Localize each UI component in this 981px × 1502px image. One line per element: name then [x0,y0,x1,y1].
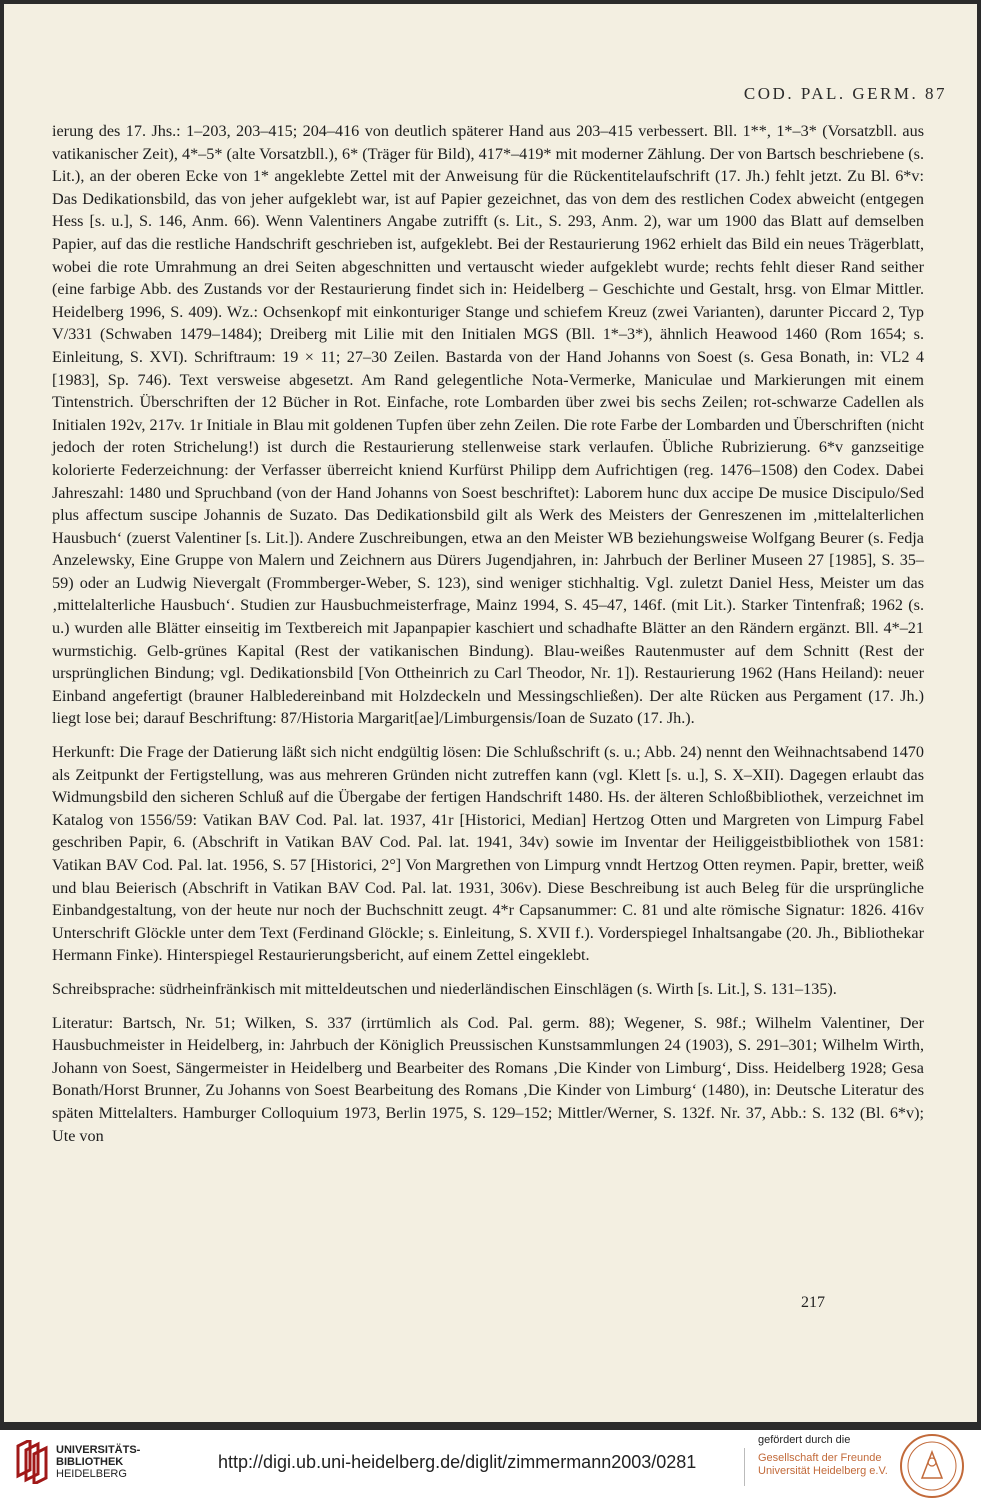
library-name [56,1444,140,1480]
sponsor-name-line1: Gesellschaft der Freunde [758,1452,882,1464]
digital-copy-link[interactable]: http://digi.ub.uni-heidelberg.de/diglit/zimmermann2003/0281 [218,1452,697,1472]
document-page [4,4,977,1422]
library-name-line2: BIBLIOTHEK [56,1456,124,1468]
sponsor-name [758,1452,888,1478]
paragraph-description: ierung des 17. Jhs.: 1–203, 203–415; 204–416 von deutlich späterer Hand aus 203–415 verbessert. Bll. 1**, 1*–3* (Vorsatzbll. aus vatikanischer Zeit), 4*–5* (alte Vorsatzbll.), 6* (Träger für Bild), 417*–419* mit moderner Zählung. Der von Bartsch beschriebene (s. Lit.), an der oberen Ecke von 1* angeklebte Zettel mit der Anweisung für die Rückentitelaufschrift (17. Jh.) fehlt jetzt. Zu Bl. 6*v: Das Dedikationsbild, das von jeher aufgeklebt war, ist auf Papier gezeichnet, das von dem des restlichen Codex abweicht (entgegen Hess [s. u.], S. 146, Anm. 66). Wenn Valentiners Angabe zutrifft (s. Lit., S. 293, Anm. 2), war um 1900 das Blatt auf demselben Papier, auf das die restliche Handschrift geschrieben ist, aufgeklebt. Bei der Restaurierung 1962 erhielt das Bild ein neues Trägerblatt, wobei die rote Umrahmung an drei Seiten abgeschnitten und vertauscht wieder aufgeklebt wurde; rechts fehlt dieser Rand seither (eine farbige Abb. des Zustands vor der Restaurierung findet sich in: Heidelberg – Geschichte und Gestalt, hrsg. von Elmar Mittler. Heidelberg 1996, S. 409). Wz.: Ochsenkopf mit einkonturiger Stange und schiefem Kreuz (zwei Varianten), darunter Piccard 2, Typ V/331 (Schwaben 1479–1484); Dreiberg mit Lilie mit den Initialen MGS (Bll. 1*–3*), ähnlich Heawood 1460 (Rom 1654; s. Einleitung, S. XVI). Schriftraum: 19 × 11; 27–30 Zeilen. Bastarda von der Hand Johanns von Soest (s. Gesa Bonath, in: VL2 4 [1983], Sp. 746). Text versweise abgesetzt. Am Rand gelegentliche Nota-Vermerke, Maniculae und Markierungen mit einem Tintenstrich. Überschriften der 12 Bücher in Rot. Einfache, rote Lombarden über zwei bis sechs Zeilen; rot-schwarze Cadellen als Initialen 192v, 217v. 1r Initiale in Blau mit goldenen Tupfen über zehn Zeilen. Die rote Farbe der Lombarden und Überschriften (nicht jedoch der roten Strichelung!) ist durch die Restaurierung stellenweise stark verlaufen. Übliche Rubrizierung. 6*v ganzseitige kolorierte Federzeichnung: der Verfasser überreicht kniend Kurfürst Philipp dem Aufrichtigen (reg. 1476–1508) den Codex. Dabei Jahreszahl: 1480 und Spruchband (von der Hand Johanns von Soest beschriftet): Laborem hunc dux accipe De musice Discipulo/Sed plus affectum suscipe Johannis de Suzato. Das Dedikationsbild gilt als Werk des Meisters der Genreszenen im ‚mittelalterlichen Hausbuch‘ (zuerst Valentiner [s. Lit.]). Andere Zuschreibungen, etwa an den Meister WB beziehungsweise Wolfgang Beurer (s. Fedja Anzelewsky, Eine Gruppe von Malern und Zeichnern aus Dürers Jugendjahren, in: Jahrbuch der Berliner Museen 27 [1985], S. 35–59) oder an Ludwig Nievergalt (Frommberger-Weber, S. 123), sind weniger stichhaltig. Vgl. zuletzt Daniel Hess, Meister um das ‚mittelalterliche Hausbuch‘. Studien zur Hausbuchmeisterfrage, Mainz 1994, S. 45–47, 146f. (mit Lit.). Starker Tintenfraß; 1962 (s. u.) wurden alle Blätter einseitig im Textbereich mit Japanpapier kaschiert und schadhafte Blätter an den Rändern ergänzt. Bll. 4*–21 wurmstichig. Gelb-grünes Kapital (Rest der vatikanischen Bindung). Blau-weißes Rautenmuster auf dem Schnitt (Rest der ursprünglichen Bindung; vgl. Dedikationsbild [Von Ottheinrich zu Carl Theodor, Nr. 1]). Restaurierung 1962 (Hans Heiland): neuer Einband angefertigt (brauner Halbledereinband mit Holzdeckeln und Messingschließen). Der alte Rücken aus Pergament (17. Jh.) liegt lose bei; darauf Beschriftung: 87/Historia Margarit[ae]/Limburgensis/Ioan de Suzato (17. Jh.). [52,122,924,728]
library-name-line1: UNIVERSITÄTS- [56,1444,141,1456]
university-library-logo-icon [16,1440,52,1484]
paragraph-herkunft: Herkunft: Die Frage der Datierung läßt sich nicht endgültig lösen: Die Schlußschrift (s. u.; Abb. 24) nennt den Weihnachtsabend 1470 als Zeitpunkt der Fertigstellung, was aus mehreren Gründen nicht zutreffen kann (vgl. Klett [s. u.], S. X–XII). Dagegen erlaubt das Widmungsbild den sicheren Schluß auf die Übergabe der fertigen Handschrift 1480. Hs. der älteren Schloßbibliothek, verzeichnet im Katalog von 1556/59: Vatikan BAV Cod. Pal. lat. 1937, 41r [Historici, Median] Hertzog Otten und Margreten von Limpurg Fabel geschriben Papir, 6. (Abschrift in Vatikan BAV Cod. Pal. lat. 1941, 34v) sowie im Inventar der Heiliggeistbibliothek von 1581: Vatikan BAV Cod. Pal. lat. 1956, S. 57 [Historici, 2°] Von Margrethen von Limpurg vnndt Hertzog Otten reymen. Papir, bretter, weiß und blau Beierisch (Abschrift in Vatikan BAV Cod. Pal. lat. 1931, 306v). Diese Beschreibung ist auch Beleg für die ursprüngliche Einbandgestaltung, von der heute nur noch der Buchschnitt zeugt. 4*r Capsanummer: C. 81 und alte römische Signatur: 1826. 416v Unterschrift Glöckle unter dem Text (Ferdinand Glöckle; s. Einleitung, S. XVII f.). Vorderspiegel Inhaltsangabe (20. Jh., Bibliothekar Hermann Finke). Hinterspiegel Restaurierungsbericht, auf einem Zettel eingeklebt. [52,743,924,965]
society-seal-icon [898,1432,966,1500]
sponsor-label: gefördert durch die [758,1434,851,1446]
paragraph-literatur: Literatur: Bartsch, Nr. 51; Wilken, S. 337 (irrtümlich als Cod. Pal. germ. 88); Wegener, S. 98f.; Wilhelm Valentiner, Der Hausbuchmeister in Heidelberg, in: Jahrbuch der Königlich Preussischen Kunstsammlungen 24 (1903), S. 291–301; Wilhelm Wirth, Johann von Soest, Sängermeister in Heidelberg und Bearbeiter des Romans ‚Die Kinder von Limburg‘, Diss. Heidelberg 1928; Gesa Bonath/Horst Brunner, Zu Johanns von Soest Bearbeitung des Romans ‚Die Kinder von Limburg‘ (1480), in: Deutsche Literatur des späten Mittelalters. Hamburger Colloquium 1973, Berlin 1975, S. 129–152; Mittler/Werner, S. 132f. Nr. 37, Abb.: S. 132 (Bl. 6*v); Ute von [52,1013,924,1145]
digitization-footer [0,1430,981,1502]
library-name-line3: HEIDELBERG [56,1468,127,1480]
footer-divider [744,1448,745,1486]
sponsor-name-line2: Universität Heidelberg e.V. [758,1465,888,1477]
page-number: 217 [801,1294,825,1311]
body-text [52,120,924,1158]
running-header: COD. PAL. GERM. 87 [743,84,947,103]
paragraph-schreibsprache: Schreibsprache: südrheinfränkisch mit mitteldeutschen und niederländischen Einschlägen (s. Wirth [s. Lit.], S. 131–135). [52,979,837,998]
